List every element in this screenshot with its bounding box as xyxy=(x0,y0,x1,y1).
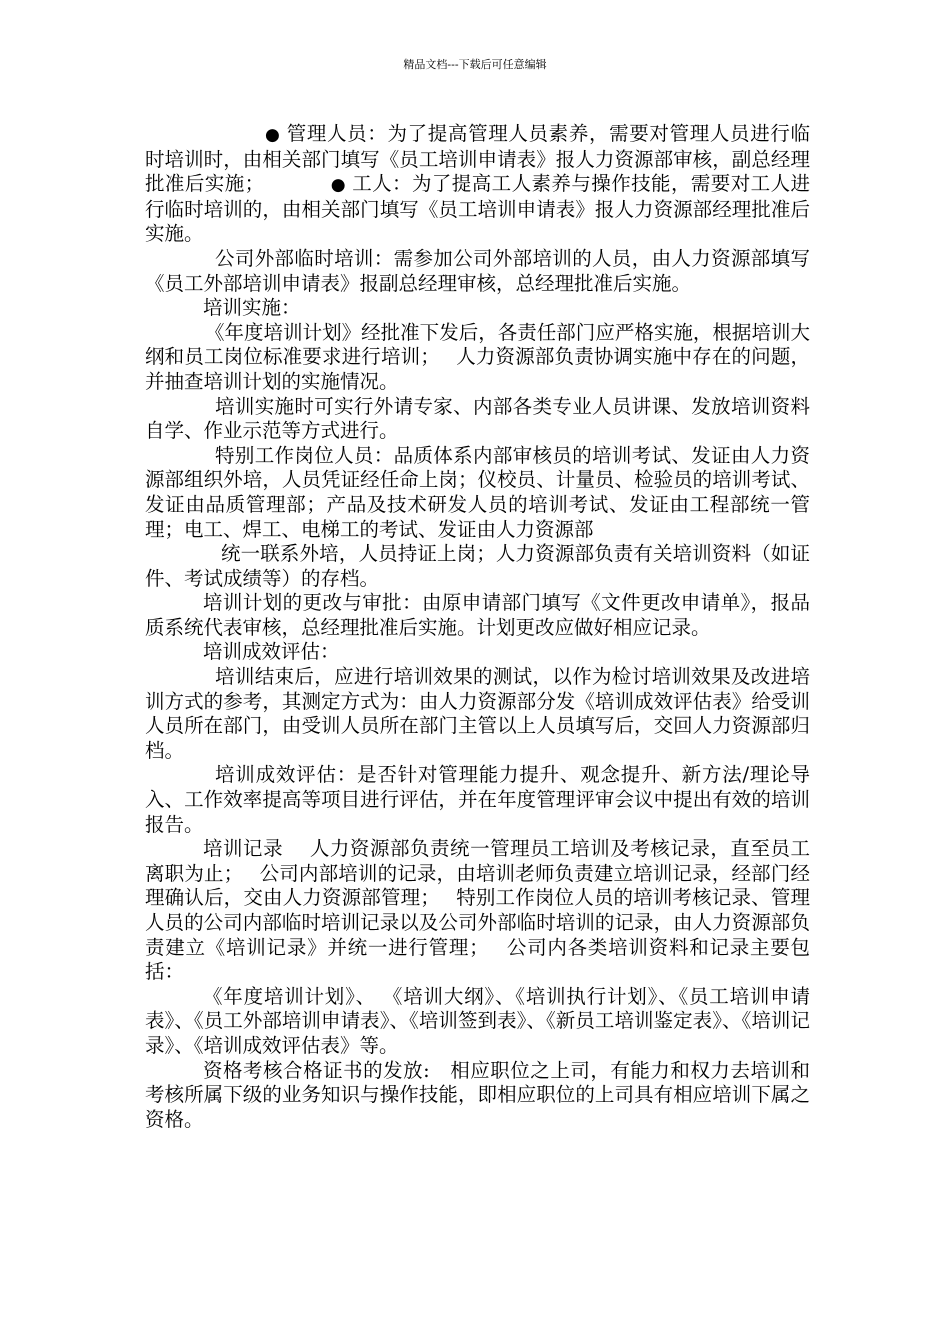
paragraph-special-positions: 特别工作岗位人员：品质体系内部审核员的培训考试、发证由人力资源部组织外培，人员凭证经任命上岗；仪校员、计量员、检验员的培训考试、发证由品质管理部；产品及技术研发人员的培训考试、发证由工程部统一管理；电工、焊工、电梯工的考试、发证由人力资源部 xyxy=(145,443,810,541)
paragraph-training-records: 培训记录 人力资源部负责统一管理员工培训及考核记录，直至员工离职为止； 公司内部培训的记录，由培训老师负责建立培训记录，经部门经理确认后，交由人力资源部管理； 特别工作岗位人员的培训考核记录、管理人员的公司内部临时培训记录以及公司外部临时培训的记录，由人力资源部负责建立《培训记录》并统一进行管理； 公司内各类培训资料和记录主要包括： xyxy=(145,837,810,984)
paragraph-plan-changes: 培训计划的更改与审批：由原申请部门填写《文件更改申请单》，报品质系统代表审核，总经理批准后实施。计划更改应做好相应记录。 xyxy=(145,591,810,639)
paragraph-annual-plan: 《年度培训计划》经批准下发后，各责任部门应严格实施，根据培训大纲和员工岗位标准要求进行培训； 人力资源部负责协调实施中存在的问题，并抽查培训计划的实施情况。 xyxy=(145,320,810,393)
bullet-icon: ● xyxy=(330,175,346,196)
heading-training-evaluation: 培训成效评估： xyxy=(203,640,340,664)
document-body xyxy=(145,122,810,1132)
paragraph-evaluation-criteria: 培训成效评估：是否针对管理能力提升、观念提升、新方法/理论导入、工作效率提高等项目进行评估，并在年度管理评审会议中提出有效的培训报告。 xyxy=(145,763,810,836)
paragraph-staff-training xyxy=(145,122,810,247)
heading-training-implementation: 培训实施： xyxy=(203,296,301,320)
paragraph-certification: 统一联系外培，人员持证上岗；人力资源部负责有关培训资料（如证件、考试成绩等）的存档。 xyxy=(145,542,810,590)
paragraph-external-training: 公司外部临时培训：需参加公司外部培训的人员，由人力资源部填写《员工外部培训申请表》报副总经理审核，总经理批准后实施。 xyxy=(145,246,810,295)
paragraph-implementation-methods: 培训实施时可实行外请专家、内部各类专业人员讲课、发放培训资料自学、作业示范等方式进行。 xyxy=(145,394,810,443)
bullet-icon: ● xyxy=(265,125,280,145)
paragraph-text: 管理人员：为了提高管理人员素养，需要对管理人员进行临时培训时，由相关部门填写《员工培训申请表》报人力资源部审核，副总经理批准后实施； xyxy=(145,122,810,196)
page-header: 精品文档---下载后可任意编辑 xyxy=(403,58,547,71)
paragraph-evaluation-method: 培训结束后，应进行培训效果的测试，以作为检讨培训效果及改进培训方式的参考，其测定方式为：由人力资源部分发《培训成效评估表》给受训人员所在部门，由受训人员所在部门主管以上人员填写后，交回人力资源部归档。 xyxy=(145,665,810,762)
paragraph-qualification: 资格考核合格证书的发放: 相应职位之上司，有能力和权力去培训和考核所属下级的业务知识与操作技能，即相应职位的上司具有相应培训下属之资格。 xyxy=(145,1058,810,1131)
paragraph-text: 工人：为了提高工人素养与操作技能，需要对工人进行临时培训的，由相关部门填写《员工培训申请表》报人力资源部经理批准后实施。 xyxy=(145,172,810,246)
paragraph-document-list: 《年度培训计划》、 《培训大纲》、《培训执行计划》、《员工培训申请表》、《员工外部培训申请表》、《培训签到表》、《新员工培训鉴定表》、《培训记录》、《培训成效评估表》等。 xyxy=(145,984,810,1057)
